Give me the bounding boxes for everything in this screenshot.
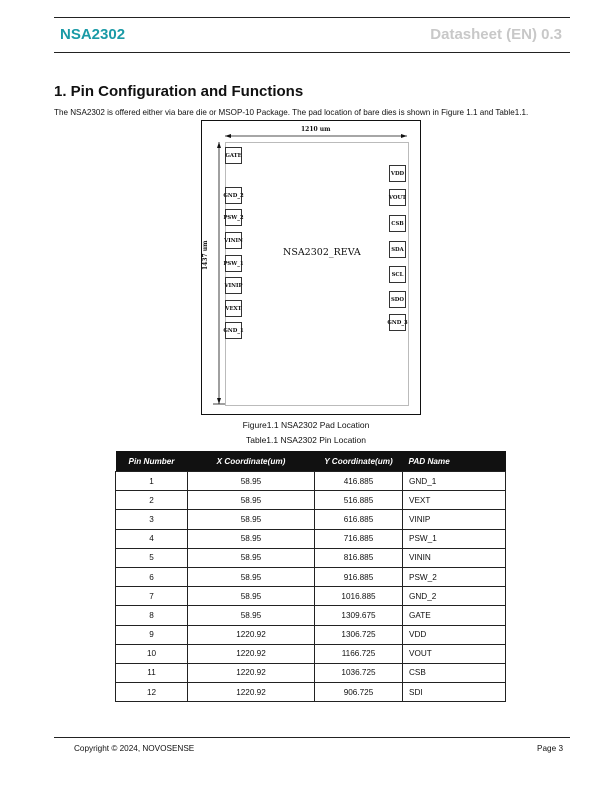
cell-pad: GND_1	[403, 472, 506, 491]
table-row	[116, 644, 506, 663]
cell-x: 58.95	[188, 510, 315, 529]
pad-scl: SCL	[389, 266, 406, 283]
section-title: 1. Pin Configuration and Functions	[54, 83, 304, 100]
header-doc-title: Datasheet (EN) 0.3	[430, 26, 562, 43]
cell-pad: VINIP	[403, 510, 506, 529]
cell-pin: 2	[116, 491, 188, 510]
pin-location-table	[115, 451, 506, 702]
table-caption: Table1.1 NSA2302 Pin Location	[245, 435, 367, 445]
cell-pad: VDD	[403, 625, 506, 644]
cell-y: 816.885	[315, 548, 403, 567]
table-row	[116, 491, 506, 510]
cell-y: 906.725	[315, 683, 403, 702]
cell-x: 58.95	[188, 567, 315, 586]
pad-psw-1: PSW_1	[225, 255, 242, 272]
table-row	[116, 548, 506, 567]
table-row	[116, 625, 506, 644]
cell-y: 416.885	[315, 472, 403, 491]
cell-pad: GATE	[403, 606, 506, 625]
cell-y: 1166.725	[315, 644, 403, 663]
pad-vext: VEXT	[225, 300, 242, 317]
table-row	[116, 472, 506, 491]
footer-rule	[54, 737, 570, 738]
cell-y: 716.885	[315, 529, 403, 548]
figure-caption: Figure1.1 NSA2302 Pad Location	[242, 420, 370, 430]
pad-gnd-2: GND_2	[225, 187, 242, 204]
table-row	[116, 529, 506, 548]
cell-x: 58.95	[188, 529, 315, 548]
pad-gate: GATE	[225, 147, 242, 164]
cell-pin: 5	[116, 548, 188, 567]
cell-pin: 10	[116, 644, 188, 663]
header-product-name: NSA2302	[60, 26, 126, 43]
footer-copyright: Copyright © 2024, NOVOSENSE	[74, 744, 195, 753]
cell-pin: 8	[116, 606, 188, 625]
cell-y: 1036.725	[315, 663, 403, 682]
height-dimension-label: 1437 um	[202, 240, 209, 270]
table-row	[116, 663, 506, 682]
pad-psw-2: PSW_2	[225, 209, 242, 226]
section-intro: The NSA2302 is offered either via bare die or MSOP-10 Package. The pad location of bare dies is shown in Figure 1.1 and Table1.1.	[54, 108, 529, 117]
header-pad-name: PAD Name	[403, 451, 506, 472]
pad-sdo: SDO	[389, 291, 406, 308]
pad-vdd: VDD	[389, 165, 406, 182]
table-row	[116, 567, 506, 586]
header-pin-number: Pin Number	[116, 451, 188, 472]
cell-pad: VININ	[403, 548, 506, 567]
cell-pin: 6	[116, 567, 188, 586]
table-header-row	[116, 451, 506, 472]
cell-y: 1309.675	[315, 606, 403, 625]
cell-x: 58.95	[188, 548, 315, 567]
cell-pad: PSW_2	[403, 567, 506, 586]
cell-pin: 7	[116, 587, 188, 606]
cell-y: 516.885	[315, 491, 403, 510]
cell-x: 1220.92	[188, 625, 315, 644]
pad-vout: VOUT	[389, 189, 406, 206]
cell-x: 58.95	[188, 491, 315, 510]
cell-y: 916.885	[315, 567, 403, 586]
cell-pad: CSB	[403, 663, 506, 682]
cell-x: 58.95	[188, 472, 315, 491]
cell-x: 58.95	[188, 606, 315, 625]
cell-pin: 1	[116, 472, 188, 491]
cell-pad: SDI	[403, 683, 506, 702]
cell-pin: 12	[116, 683, 188, 702]
cell-pad: VEXT	[403, 491, 506, 510]
pad-gnd-1: GND_1	[225, 322, 242, 339]
cell-pin: 3	[116, 510, 188, 529]
footer-page-number: Page 3	[537, 744, 563, 753]
table-row	[116, 587, 506, 606]
cell-x: 1220.92	[188, 683, 315, 702]
pad-vinip: VINIP	[225, 277, 242, 294]
header-x-coordinate: X Coordinate(um)	[188, 451, 315, 472]
cell-pin: 4	[116, 529, 188, 548]
cell-x: 1220.92	[188, 663, 315, 682]
cell-y: 616.885	[315, 510, 403, 529]
cell-pin: 9	[116, 625, 188, 644]
pad-vinin: VININ	[225, 232, 242, 249]
pad-gnd-3: GND_3	[389, 314, 406, 331]
cell-y: 1016.885	[315, 587, 403, 606]
cell-y: 1306.725	[315, 625, 403, 644]
width-dimension-label: 1210 um	[301, 126, 331, 133]
table-row	[116, 606, 506, 625]
pad-csb: CSB	[389, 215, 406, 232]
cell-pad: VOUT	[403, 644, 506, 663]
cell-pad: GND_2	[403, 587, 506, 606]
cell-x: 58.95	[188, 587, 315, 606]
cell-pin: 11	[116, 663, 188, 682]
cell-pad: PSW_1	[403, 529, 506, 548]
cell-x: 1220.92	[188, 644, 315, 663]
pad-sda: SDA	[389, 241, 406, 258]
table-row	[116, 510, 506, 529]
header-y-coordinate: Y Coordinate(um)	[315, 451, 403, 472]
die-label: NSA2302_REVA	[283, 247, 361, 258]
table-row	[116, 683, 506, 702]
